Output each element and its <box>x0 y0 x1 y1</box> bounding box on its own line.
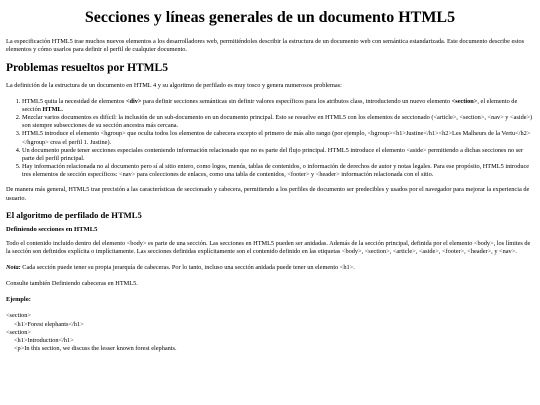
note-paragraph <box>6 264 534 272</box>
code-line: <section> <box>6 312 31 320</box>
code-term: <div> <box>125 97 142 105</box>
code-line: <section> <box>6 328 31 336</box>
list-item <box>22 98 534 114</box>
problems-list <box>6 98 534 180</box>
code-example <box>6 312 534 353</box>
note-label: Nota: <box>6 263 21 271</box>
subsection-heading-defining: Definiendo secciones en HTML5 <box>6 226 98 234</box>
section-heading-algorithm: El algoritmo de perfilado de HTML5 <box>6 209 142 220</box>
list-item-text: HTML5 quita la necesidad de elementos <box>22 97 126 105</box>
code-line: <h1>Forest elephants</h1> <box>14 320 84 328</box>
code-term: HTML <box>42 105 62 113</box>
code-line: <p>In this section, we discuss the lesser known forest elephants. <box>14 345 177 353</box>
section-heading-problems: Problemas resueltos por HTML5 <box>6 61 168 74</box>
defining-paragraph: Todo el contenido incluido dentro del elemento <body> es parte de una sección. Las secciones en HTML5 pueden ser anidadas. Además de la sección principal, definida por el elemento <body>, los límites de la sección son definidos explícita o implícitamente. Las secciones definidas explícitamente son el contenido definido en las etiquetas <body>, <section>, <article>, <aside>, <footer>, <header>, y <nav>. <box>6 239 531 255</box>
intro-paragraph: La especificación HTML5 trae muchos nuevos elementos a los desarrolladores web, permitiéndoles describir la estructura de un documento web con semántica estandarizada. Este documento describe estos elementos y cómo usarlos para definir el perfil de cualquier documento. <box>6 37 525 53</box>
example-label-text: Ejemplo: <box>6 296 31 304</box>
list-item: 4. Un documento puede tener secciones especiales conteniendo información relacionado que no es parte del flujo principal. HTML5 introduce el elemento <aside> permitiendo a dichas secciones no ser parte del perfil principal. <box>22 147 534 163</box>
note-text: Cada sección puede tener su propia jerarquía de cabeceras. Por lo tanto, incluso una sección anidada puede tener un elemento <h1>. <box>20 263 355 271</box>
code-term: <section> <box>451 97 478 105</box>
list-item-text: para definir secciones semánticas sin definir valores específicos para los atributos class, introduciendo un nuevo elemento <box>141 97 452 105</box>
list-item: 3. HTML5 introduce el elemento <hgroup> que oculta todos los elementos de cabecera excepto el primero de más alto rango (por ejemplo, <hgroup><h1>Justine</h1><h2>Les Malheurs de la Vertu</h2></hgroup> crea el perfil 1. Justine). <box>22 130 534 146</box>
see-also-paragraph: Consulte también Definiendo cabeceras en HTML5. <box>6 280 138 288</box>
example-label <box>6 296 534 304</box>
list-item-text: . <box>61 105 64 113</box>
code-line: <h1>Introduction</h1> <box>14 336 74 344</box>
list-item: 2. Mezclar varios documentos es difícil: la inclusión de un sub-documento en un documento principal. Esto se resuelve en HTML5 con los elementos de seccionado (<article>, <section>, <nav> y <aside>) son siempre subsecciones de su sección ancestra más cercana. <box>22 114 534 130</box>
page-title: Secciones y líneas generales de un documento HTML5 <box>84 9 456 26</box>
list-item-text: , el elemento de sección <box>22 97 518 113</box>
list-item: 5. Hay información relacionada no al documento pero sí al sitio entero, como logos, menús, tablas de contenidos, o información de derechos de autor y notas legales. Para ese propósito, HTML5 introduce tres elementos de sección específicos: <nav> para colecciones de enlaces, como una tabla de contenidos, <footer> y <header> información relacionada con el sitio. <box>22 163 534 179</box>
problems-lead: La definición de la estructura de un documento en HTML 4 y su algoritmo de perfilado es muy tosco y genera numerosos problemas: <box>6 81 342 89</box>
conclusion-paragraph: De manera más general, HTML5 trae precisión a las características de seccionado y cabecera, permitiendo a los perfiles de documento ser predecibles y usados por el navegador para mejorar la experiencia de usuario. <box>6 186 530 202</box>
